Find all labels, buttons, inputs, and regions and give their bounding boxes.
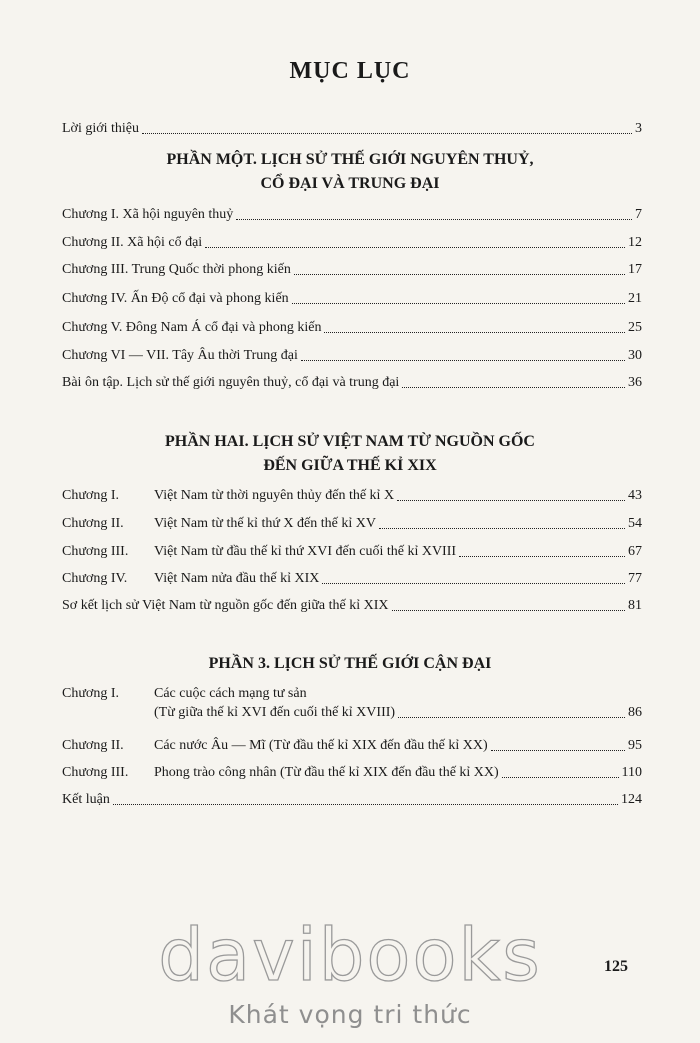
entry-title-continued: (Từ giữa thế kỉ XVI đến cuối thế kỉ XVIII) xyxy=(154,705,396,720)
watermark-tagline: Khát vọng tri thức xyxy=(228,1000,472,1029)
part-three-heading: PHẦN 3. LỊCH SỬ THẾ GIỚI CẬN ĐẠI xyxy=(208,655,492,672)
leader-dots xyxy=(292,303,625,304)
entry-page: 110 xyxy=(621,765,642,780)
toc-entry xyxy=(62,733,642,755)
toc-entry-intro xyxy=(62,116,642,138)
leader-dots xyxy=(402,387,625,388)
toc-entry xyxy=(62,566,642,588)
entry-title: Các nước Âu — Mĩ (Từ đầu thế kỉ XIX đến đầu thế kỉ XX) xyxy=(154,738,488,753)
entry-title: Sơ kết lịch sử Việt Nam từ nguồn gốc đến giữa thế kỉ XIX xyxy=(62,598,389,613)
toc-entry xyxy=(62,257,642,279)
entry-page: 25 xyxy=(628,320,642,335)
entry-page: 86 xyxy=(628,705,642,720)
leader-dots xyxy=(398,717,625,718)
toc-entry xyxy=(62,315,642,337)
toc-entry xyxy=(62,286,642,308)
chapter-label: Chương I. xyxy=(62,488,119,503)
entry-page: 54 xyxy=(628,516,642,531)
entry-page: 17 xyxy=(628,262,642,277)
toc-entry xyxy=(62,511,642,533)
entry-title: Lời giới thiệu xyxy=(62,121,140,136)
leader-dots xyxy=(236,219,632,220)
leader-dots xyxy=(322,583,625,584)
entry-title: Phong trào công nhân (Từ đầu thế kỉ XIX đến đầu thế kỉ XX) xyxy=(154,765,499,780)
toc-entry xyxy=(62,539,642,561)
toc-entry xyxy=(62,483,642,505)
entry-title: Chương II. Xã hội cổ đại xyxy=(62,235,203,250)
toc-entry xyxy=(62,343,642,365)
entry-page: 7 xyxy=(635,207,642,222)
entry-title: Chương I. Xã hội nguyên thuỷ xyxy=(62,207,234,222)
entry-page: 67 xyxy=(628,544,642,559)
page-number: 125 xyxy=(604,958,628,975)
entry-title: Việt Nam nửa đầu thế kỉ XIX xyxy=(154,571,320,586)
entry-page: 3 xyxy=(635,121,642,136)
entry-title: Việt Nam từ thời nguyên thủy đến thế kỉ X xyxy=(154,488,395,503)
leader-dots xyxy=(294,274,625,275)
entry-title: Chương VI — VII. Tây Âu thời Trung đại xyxy=(62,348,298,363)
leader-dots xyxy=(392,610,625,611)
entry-page: 21 xyxy=(628,291,642,306)
chapter-label: Chương III. xyxy=(62,544,129,559)
chapter-label: Chương IV. xyxy=(62,571,128,586)
entry-page: 30 xyxy=(628,348,642,363)
toc-entry xyxy=(62,230,642,252)
entry-page: 77 xyxy=(628,571,642,586)
entry-page: 124 xyxy=(621,792,642,807)
toc-entry xyxy=(62,370,642,392)
entry-page: 95 xyxy=(628,738,642,753)
entry-title: Việt Nam từ đầu thế kỉ thứ XVI đến cuối thế kỉ XVIII xyxy=(154,544,457,559)
leader-dots xyxy=(397,500,625,501)
entry-title: Chương V. Đông Nam Á cổ đại và phong kiến xyxy=(62,320,322,335)
toc-entry-continuation xyxy=(154,700,642,722)
part-two-heading-line1: PHẦN HAI. LỊCH SỬ VIỆT NAM TỪ NGUỒN GỐC xyxy=(165,433,535,450)
entry-page: 36 xyxy=(628,375,642,390)
entry-page: 81 xyxy=(628,598,642,613)
entry-title: Chương III. Trung Quốc thời phong kiến xyxy=(62,262,291,277)
entry-page: 12 xyxy=(628,235,642,250)
watermark-logo: davibooks xyxy=(158,913,542,997)
part-one-heading-line1: PHẦN MỘT. LỊCH SỬ THẾ GIỚI NGUYÊN THUỶ, xyxy=(166,151,534,168)
chapter-label: Chương II. xyxy=(62,516,124,531)
leader-dots xyxy=(379,528,625,529)
toc-entry xyxy=(62,202,642,224)
entry-title: Kết luận xyxy=(62,792,110,807)
leader-dots xyxy=(301,360,625,361)
toc-entry xyxy=(62,760,642,782)
leader-dots xyxy=(324,332,625,333)
chapter-label: Chương I. xyxy=(62,686,119,701)
part-one-heading xyxy=(40,148,660,196)
page-title: MỤC LỤC xyxy=(289,58,411,84)
part-two-heading-line2: ĐẾN GIỮA THẾ KỈ XIX xyxy=(263,457,437,474)
entry-page: 43 xyxy=(628,488,642,503)
chapter-label: Chương III. xyxy=(62,765,129,780)
leader-dots xyxy=(459,556,625,557)
chapter-label: Chương II. xyxy=(62,738,124,753)
part-one-heading-line2: CỔ ĐẠI VÀ TRUNG ĐẠI xyxy=(260,175,440,192)
leader-dots xyxy=(491,750,625,751)
entry-title: Các cuộc cách mạng tư sản xyxy=(154,686,307,701)
part-two-heading xyxy=(40,430,660,478)
toc-entry-conclusion xyxy=(62,787,642,809)
entry-title: Việt Nam từ thế kỉ thứ X đến thế kỉ XV xyxy=(154,516,376,531)
leader-dots xyxy=(205,247,625,248)
entry-title: Bài ôn tập. Lịch sử thế giới nguyên thuỷ, cổ đại và trung đại xyxy=(62,375,400,390)
entry-title: Chương IV. Ấn Độ cổ đại và phong kiến xyxy=(62,291,289,306)
leader-dots xyxy=(142,133,632,134)
toc-entry-summary xyxy=(62,593,642,615)
leader-dots xyxy=(113,804,618,805)
leader-dots xyxy=(502,777,619,778)
